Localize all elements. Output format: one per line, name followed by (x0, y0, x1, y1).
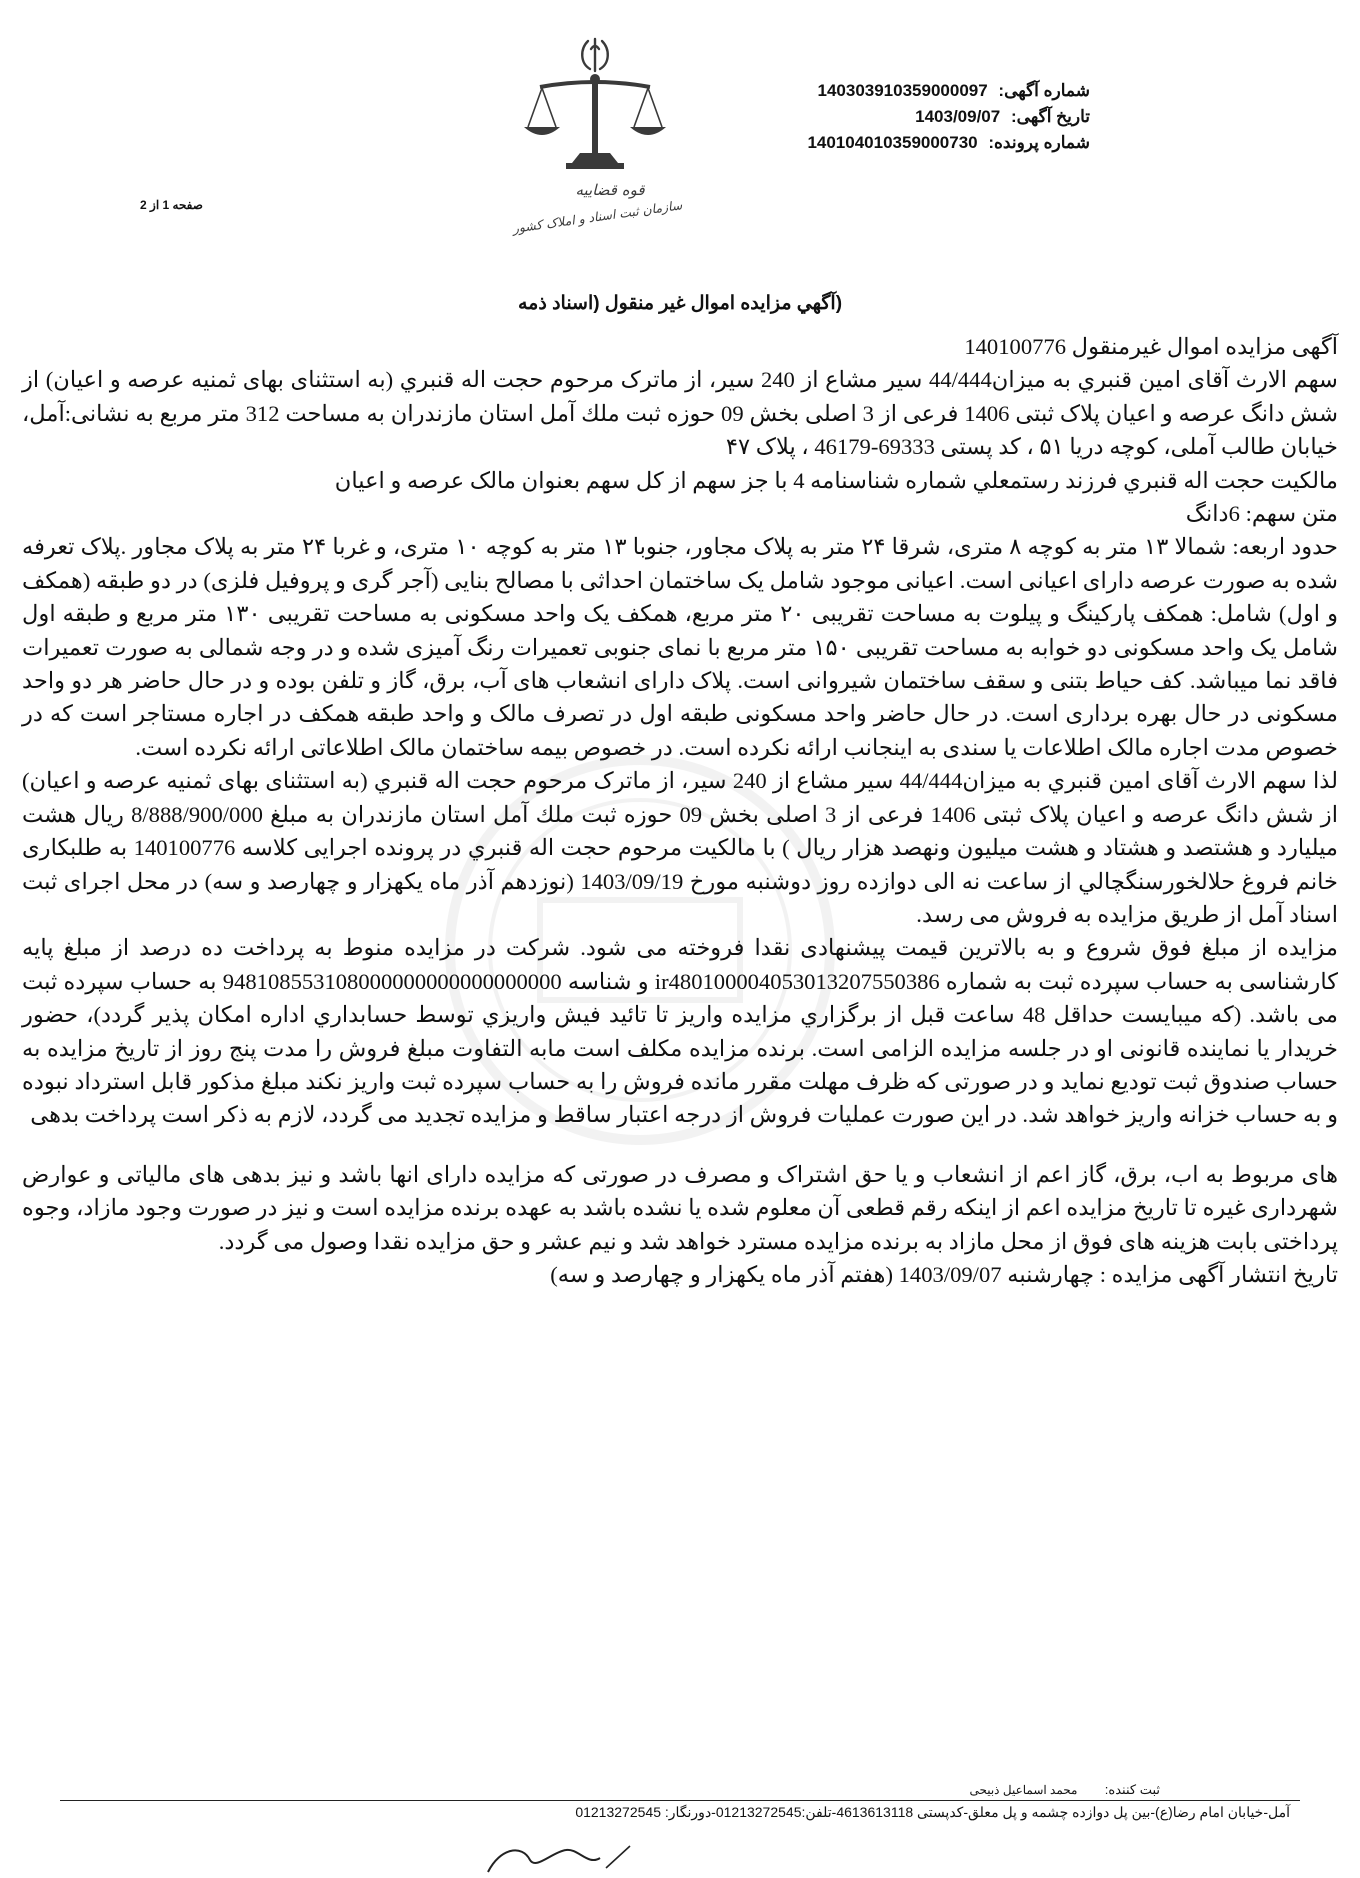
registrar-label: ثبت کننده: (1104, 1782, 1160, 1797)
case-number-label: شماره پرونده: (988, 133, 1090, 152)
registrar-name: محمد اسماعیل ذبیحی (969, 1783, 1078, 1797)
case-number: 140104010359000730 (807, 133, 978, 152)
notice-date-row (807, 104, 1090, 130)
notice-body (22, 330, 1338, 1291)
judiciary-emblem-icon (511, 35, 684, 236)
paragraph-debts: های مربوط به اب، برق، گاز اعم از انشعاب و یا حق اشتراک و مصرف در صورتی که مزایده دارای انها باشد و نیز بدهی های مالیاتی و عوارض شهرداری غیره تا تاریخ مزایده اعم از اینکه رقم قطعی آن معلوم شده یا نشده باشد به عهده برنده مزایده است و نیز در صورت وجود مازاد، وجوه پرداختی بابت هزینه های فوق از محل مازاد به برنده مزایده مسترد خواهد شد و نیم عشر و حق مزایده نقدا وصول می گردد. (22, 1161, 1338, 1254)
emblem-text-bottom: سازمان ثبت اسناد و املاک کشور (511, 197, 684, 236)
paragraph-gap (22, 1132, 1338, 1158)
paragraph-ownership: مالکیت حجت اله قنبري فرزند رستمعلي شماره شناسنامه 4 با جز سهم از کل سهم بعنوان مالک عرصه و اعیان (334, 467, 1338, 493)
paragraph-boundaries: حدود اربعه: شمالا ۱۳ متر به کوچه ۸ متری، شرقا ۲۴ متر به پلاک مجاور، جنوبا ۱۳ متر به کوچه ۱۰ متری، و غربا ۲۴ متر به پلاک مجاور .پلاک تعرفه شده به صورت عرصه دارای اعیانی است. اعیانی موجود شامل یک ساختمان احداثی با مصالح بنایی (آجر گری و پروفیل فلزی) در دو طبقه (همکف و اول) شامل: همکف پارکینگ و پیلوت به مساحت تقریبی ۲۰ متر مربع، همکف یک واحد مسکونی به مساحت تقریبی ۱۳۰ متر مربع و طبقه اول شامل یک واحد مسکونی دو خوابه به مساحت تقریبی ۱۵۰ متر مربع با نمای جنوبی تعمیرات رنگ آمیزی شده و در وجه شمالی به صورت تعمیرات فاقد نما میباشد. کف حیاط بتنی و سقف ساختمان شیروانی است. پلاک دارای انشعاب های آب، برق، گاز و تلفن بوده و در حال حاضر هر دو واحد مسکونی در حال بهره برداری است. در حال حاضر واحد مسکونی طبقه اول در تصرف مالک و واحد طبقه همکف در اجاره مستاجر است که در خصوص مدت اجاره مالک اطلاعات یا سندی به اینجانب ارائه نکرده است. در خصوص بیمه ساختمان مالک اطلاعاتی ارائه نکرده است. (22, 534, 1339, 760)
paragraph-auction-terms: مزایده از مبلغ فوق شروع و به بالاترین قیمت پیشنهادی نقدا فروخته می شود. شرکت در مزایده منوط به پرداخت ده درصد از مبلغ پایه کارشناسی به حساب سپرده ثبت به شماره ir480100004053013207550386 و شناسه 948108553108000000000000000000 به حساب سپرده ثبت می باشد. (که میبایست حداقل 48 ساعت قبل از برگزاري مزایده واریز تا تائید فیش واریزي توسط حسابداري اداره امکان پذیر گردد)، حضور خریدار یا نماینده قانونی او در جلسه مزایده الزامی است. برنده مزایده مکلف است مابه التفاوت مبلغ فروش را مدت پنج روز از تاریخ مزایده به حساب صندوق ثبت تودیع نماید و در صورتی که ظرف مهلت مقرر مانده فروش را به حساب سپرده ثبت واریز نکند مبلغ مذکور قابل استرداد نبوده و به حساب خزانه واریز خواهد شد. در این صورت عملیات فروش از درجه اعتبار ساقط و مزایده تجدید می گردد، لازم به ذکر است پرداخت بدهی (22, 935, 1339, 1128)
office-address: آمل-خیابان امام رضا(ع)-بین پل دوازده چشمه و پل معلق-کدپستی 4613613118-تلفن:01213272545-دورنگار: 01213272545 (575, 1804, 1290, 1820)
signature-icon (470, 1838, 670, 1874)
emblem-text-top: قوه قضاییه (575, 181, 645, 199)
notice-number: 140303910359000097 (817, 81, 988, 100)
paragraph-share: سهم الارث آقای امین قنبري به میزان44/444 سیر مشاع از 240 سیر، از ماترک مرحوم حجت اله قنبري (به استثنای بهای ثمنیه عرصه و اعیان) از شش دانگ عرصه و اعیان پلاک ثبتی 1406 فرعی از 3 اصلی بخش 09 حوزه ثبت ملك آمل استان مازندران به مساحت 312 متر مربع به نشانی:آمل، خیابان طالب آملی، کوچه دریا ۵۱ ، کد پستی 69333-46179 ، پلاک ۴۷ (22, 367, 1338, 460)
registrar (969, 1782, 1160, 1798)
paragraph-publish-date: تاریخ انتشار آگهی مزایده : چهارشنبه 1403/09/07 (هفتم آذر ماه یکهزار و چهارصد و سه) (550, 1261, 1338, 1287)
paragraph-share-text: متن سهم: 6دانگ (1185, 501, 1338, 527)
paragraph-heading: آگهی مزایده اموال غیرمنقول 140100776 (964, 334, 1338, 359)
notice-date: 1403/09/07 (915, 107, 1001, 126)
notice-number-label: شماره آگهی: (998, 81, 1090, 100)
page-number: صفحه 1 از 2 (140, 198, 203, 212)
notice-date-label: تاریخ آگهی: (1010, 107, 1090, 126)
footer-divider (60, 1800, 1300, 1801)
page-title: (آگهي مزايده اموال غير منقول (اسناد ذمه (517, 293, 843, 314)
paragraph-auction-sale: لذا سهم الارث آقای امین قنبري به میزان44/444 سیر مشاع از 240 سیر، از ماترک مرحوم حجت اله قنبري (به استثنای بهای ثمنیه عرصه و اعیان) از شش دانگ عرصه و اعیان پلاک ثبتی 1406 فرعی از 3 اصلی بخش 09 حوزه ثبت ملك آمل استان مازندران به مبلغ 8/888/900/000 ریال هشت میلیارد و هشتصد و هشتاد و هشت میلیون ونهصد هزار ریال ) با مالکیت مرحوم حجت اله قنبري در پرونده اجرایی کلاسه 140100776 به طلبکاری خانم فروغ حلالخورسنگچالي از ساعت نه الی دوازده روز دوشنبه مورخ 1403/09/19 (نوزدهم آذر ماه یکهزار و چهارصد و سه) در محل اجرای ثبت اسناد آمل از طریق مزایده به فروش می رسد. (22, 768, 1338, 927)
notice-number-row (807, 78, 1090, 104)
notice-metadata (807, 78, 1090, 156)
case-number-row (807, 130, 1090, 156)
